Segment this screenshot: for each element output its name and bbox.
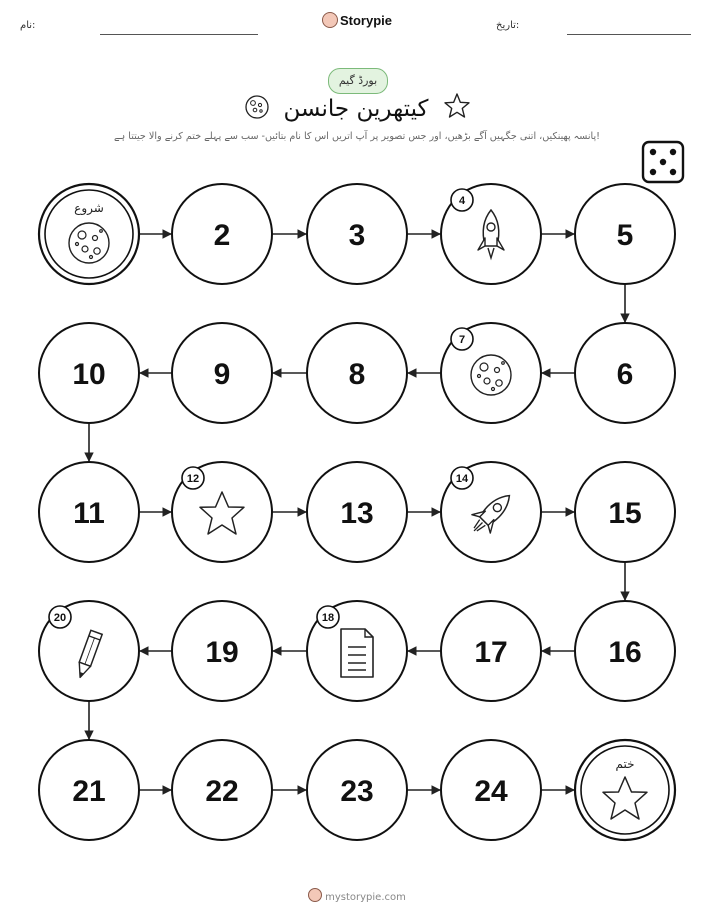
space-number: 7 bbox=[458, 334, 466, 346]
moon-icon bbox=[471, 355, 511, 395]
space-number: 20 bbox=[53, 612, 67, 624]
space-number: 22 bbox=[205, 775, 239, 808]
board-space-20[interactable] bbox=[39, 601, 139, 701]
space-number: 6 bbox=[616, 358, 634, 391]
space-number: 15 bbox=[608, 497, 642, 530]
space-number: 21 bbox=[72, 775, 106, 808]
board-space-1[interactable] bbox=[39, 184, 139, 284]
board-space-5[interactable] bbox=[575, 184, 675, 284]
name-label: نام: bbox=[20, 20, 36, 31]
board-space-12[interactable] bbox=[172, 462, 272, 562]
board-space-2[interactable] bbox=[172, 184, 272, 284]
dice-icon bbox=[643, 142, 683, 182]
board-space-3[interactable] bbox=[307, 184, 407, 284]
space-number: 2 bbox=[213, 219, 231, 252]
board-space-13[interactable] bbox=[307, 462, 407, 562]
space-number: 17 bbox=[474, 636, 508, 669]
space-number: 10 bbox=[72, 358, 106, 391]
space-number: 14 bbox=[455, 473, 469, 485]
start-label: شروع bbox=[74, 201, 104, 215]
space-number: 5 bbox=[616, 219, 634, 252]
space-number: 24 bbox=[474, 775, 508, 808]
board-game-badge: بورڈ گیم bbox=[328, 68, 388, 94]
board-space-7[interactable] bbox=[441, 323, 541, 423]
space-number: 12 bbox=[186, 473, 200, 485]
space-number: 19 bbox=[205, 636, 239, 669]
brand-name: Storypie bbox=[339, 13, 392, 28]
board-space-15[interactable] bbox=[575, 462, 675, 562]
board-space-6[interactable] bbox=[575, 323, 675, 423]
finish-label: ختم bbox=[615, 757, 635, 771]
board-space-4[interactable] bbox=[441, 184, 541, 284]
date-label: تاریخ: bbox=[496, 20, 520, 31]
board-space-23[interactable] bbox=[307, 740, 407, 840]
board-space-8[interactable] bbox=[307, 323, 407, 423]
board-cells bbox=[39, 184, 675, 840]
space-number: 13 bbox=[340, 497, 374, 530]
board-space-11[interactable] bbox=[39, 462, 139, 562]
board-space-18[interactable] bbox=[307, 601, 407, 701]
space-number: 3 bbox=[348, 219, 366, 252]
document-icon bbox=[341, 629, 373, 677]
instructions: پانسہ پھینکیں، اتنی جگہیں آگے بڑھیں، اور جس تصویر پر آپ اتریں اس کا نام بتائیں- سب سے پہلے ختم کرنے والا جیتتا ہے! bbox=[114, 131, 600, 142]
footer-url[interactable]: mystorypie.com bbox=[325, 892, 406, 903]
board-space-19[interactable] bbox=[172, 601, 272, 701]
mascot-icon bbox=[308, 888, 322, 902]
board-space-24[interactable] bbox=[441, 740, 541, 840]
board-space-21[interactable] bbox=[39, 740, 139, 840]
board-space-22[interactable] bbox=[172, 740, 272, 840]
space-number: 9 bbox=[213, 358, 231, 391]
board-space-25[interactable] bbox=[575, 740, 675, 840]
space-number: 8 bbox=[348, 358, 366, 391]
title-text: کیتھرین جانسن bbox=[283, 96, 429, 122]
moon-icon bbox=[69, 223, 109, 263]
footer bbox=[0, 888, 714, 903]
space-number: 16 bbox=[608, 636, 642, 669]
space-number: 4 bbox=[458, 195, 466, 207]
space-number: 11 bbox=[73, 497, 105, 530]
board-space-16[interactable] bbox=[575, 601, 675, 701]
board-space-14[interactable] bbox=[441, 462, 541, 562]
board-space-10[interactable] bbox=[39, 323, 139, 423]
board-space-17[interactable] bbox=[441, 601, 541, 701]
space-number: 18 bbox=[321, 612, 335, 624]
space-number: 23 bbox=[340, 775, 374, 808]
board-space-9[interactable] bbox=[172, 323, 272, 423]
